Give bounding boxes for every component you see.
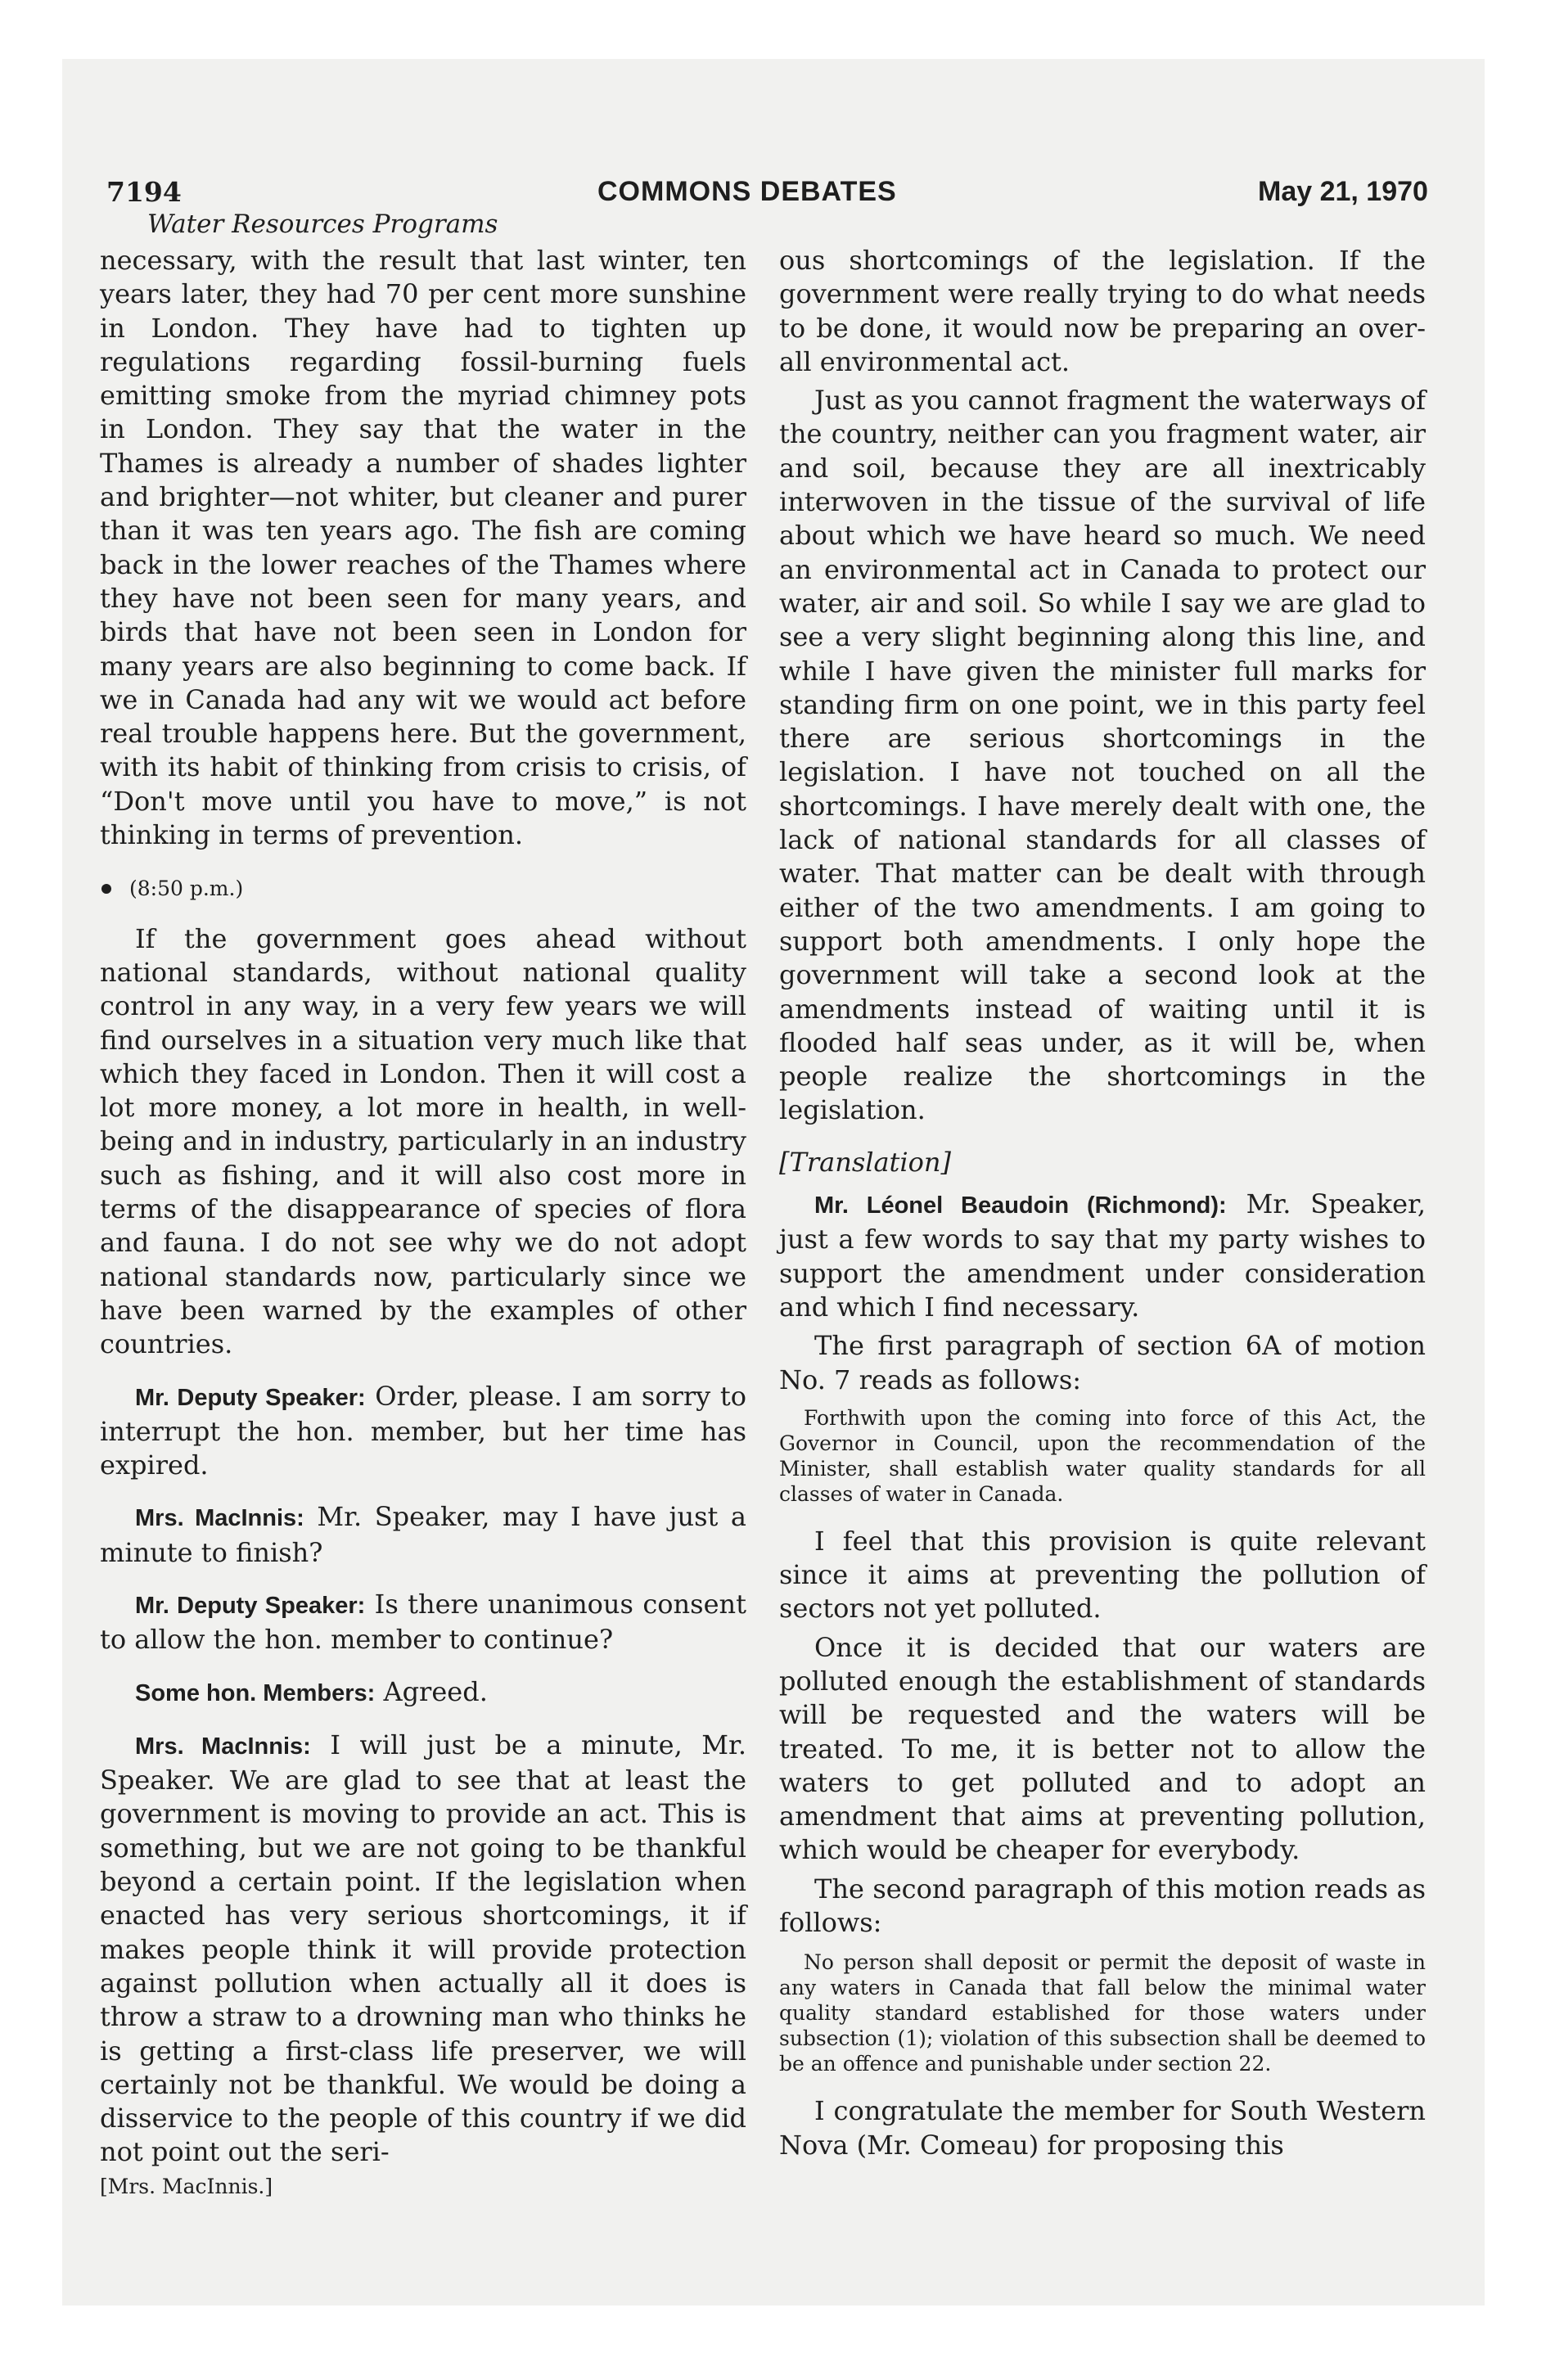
running-subject: Water Resources Programs bbox=[147, 210, 498, 239]
paragraph: I congratulate the member for South Western Nova (Mr. Comeau) for proposing this bbox=[779, 2095, 1426, 2161]
speaker-name: Mr. Léonel Beaudoin (Richmond): bbox=[814, 1192, 1227, 1219]
speech-text: I will just be a minute, Mr. Speaker. We are glad to see that at least the government is moving to provide an act. This is something, but we are not going to be thankful beyond a certain point. If the legislation when enacted has very serious shortcomings, it if makes people think it will provide protection against pollution when actually all it does is throw a straw to a drowning man who thinks he is getting a first-class life preserver, we will certainly not be thankful. We would be doing a disservice to the people of this country if we did not point out the seri- bbox=[100, 1729, 747, 2168]
footer-note: [Mrs. MacInnis.] bbox=[100, 2174, 273, 2198]
speaker-name: Some hon. Members: bbox=[135, 1679, 376, 1706]
paragraph: Just as you cannot fragment the waterways of the country, neither can you fragment water, air and soil, because they are all inextricably interwoven in the tissue of the survival of life about which we have heard so much. We need an environmental act in Canada to protect our water, air and soil. So while I say we are glad to see a very slight beginning along this line, and while I have given the minister full marks for standing firm on one point, we in this party feel there are serious shortcomings in the legislation. I have not touched on all the shortcomings. I have merely dealt with one, the lack of national standards for all classes of water. That matter can be dealt with through either of the two amendments. I am going to support both amendments. I only hope the government will take a second look at the amendments instead of waiting until it is flooded half seas under, as it will be, when people realize the shortcomings in the legislation. bbox=[779, 385, 1426, 1126]
translation-note: [Translation] bbox=[779, 1146, 951, 1178]
speech-text: Is there unanimous consent to allow the hon. member to continue? bbox=[100, 1588, 746, 1656]
time-marker bbox=[100, 872, 746, 905]
speaker-name: Mrs. MacInnis: bbox=[135, 1733, 311, 1760]
right-column bbox=[779, 244, 1426, 2162]
quotation: No person shall deposit or permit the deposit of waste in any waters in Canada that fall below the minimal water quality standard established for those waters under subsection (1); violation of this subsection shall be deemed to be an offence and punishable under section 22. bbox=[779, 1950, 1426, 2076]
bullet-icon bbox=[101, 884, 111, 894]
left-column bbox=[100, 244, 746, 2203]
paragraph: necessary, with the result that last winter, ten years later, they had 70 per cent more sunshine in London. They have had to tighten up regulations regarding fossil-burning fuels emitting smoke from the myriad chimney pots in London. They say that the water in the Thames is already a number of shades lighter and brighter—not whiter, but cleaner and purer than it was ten years ago. The fish are coming back in the lower reaches of the Thames where they have not been seen for many years, and birds that have not been seen in London for many years are also beginning to come back. If we in Canada had any wit we would act before real trouble happens here. But the government, with its habit of thinking from crisis to crisis, of “Don't move until you have to move,” is not thinking in terms of prevention. bbox=[100, 245, 746, 851]
paragraph: I feel that this provision is quite relevant since it aims at preventing the pollution of sectors not yet polluted. bbox=[779, 1525, 1426, 1625]
paragraph: Once it is decided that our waters are polluted enough the establishment of standards will be requested and the waters will be treated. To me, it is better not to allow the waters to get polluted and to adopt an amendment that aims at preventing pollution, which would be cheaper for everybody. bbox=[779, 1631, 1426, 1866]
speech-text: Agreed. bbox=[375, 1675, 488, 1707]
speech bbox=[100, 1729, 746, 2170]
speech bbox=[779, 1188, 1426, 1324]
publication-title: COMMONS DEBATES bbox=[597, 176, 897, 207]
speaker-name: Mr. Deputy Speaker: bbox=[135, 1384, 366, 1411]
quotation: Forthwith upon the coming into force of this Act, the Governor in Council, upon the recommendation of the Minister, shall establish water quality standards for all classes of water in Canada. bbox=[779, 1405, 1426, 1506]
speaker-name: Mrs. MacInnis: bbox=[135, 1505, 304, 1532]
paragraph: The second paragraph of this motion reads as follows: bbox=[779, 1873, 1426, 1939]
time-stamp: (8:50 p.m.) bbox=[129, 877, 244, 901]
paragraph: ous shortcomings of the legislation. If the government were really trying to do what needs to be done, it would now be preparing an over-all environmental act. bbox=[779, 245, 1426, 377]
paragraph: The first paragraph of section 6A of motion No. 7 reads as follows: bbox=[779, 1330, 1426, 1395]
speech-text: Order, please. I am sorry to interrupt the hon. member, but her time has expired. bbox=[100, 1380, 746, 1481]
paragraph: If the government goes ahead without national standards, without national quality control in any way, in a very few years we will find ourselves in a situation very much like that which they faced in London. Then it will cost a lot more money, a lot more in health, in well-being and in industry, particularly in an industry such as fishing, and it will also cost more in terms of the disappearance of species of flora and fauna. I do not see why we do not adopt national standards now, particularly since we have been warned by the examples of other countries. bbox=[100, 922, 746, 1360]
page-date: May 21, 1970 bbox=[1258, 176, 1428, 207]
speech bbox=[100, 1380, 746, 1483]
speech bbox=[100, 1675, 746, 1711]
speech-text: Mr. Speaker, may I have just a minute to finish? bbox=[100, 1501, 747, 1568]
speech bbox=[100, 1588, 746, 1657]
page-number: 7194 bbox=[106, 176, 182, 208]
speech bbox=[100, 1500, 746, 1570]
speech-text: Mr. Speaker, just a few words to say that my party wishes to support the amendment under consideration and which I find necessary. bbox=[779, 1188, 1427, 1323]
speaker-name: Mr. Deputy Speaker: bbox=[135, 1592, 366, 1619]
